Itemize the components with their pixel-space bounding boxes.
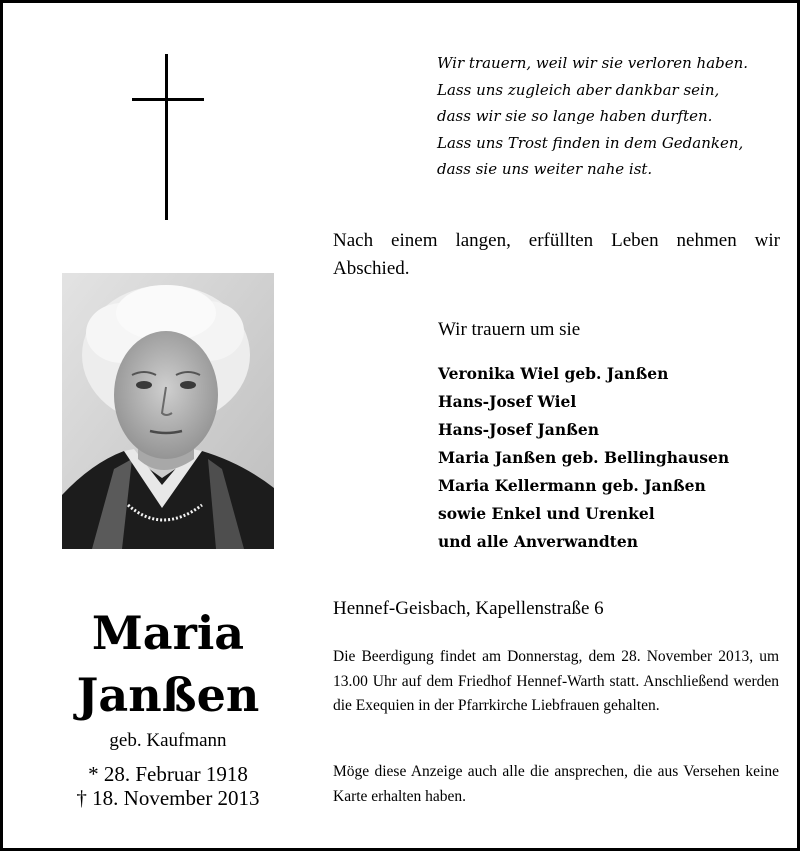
- birth-date: * 28. Februar 1918: [88, 762, 248, 786]
- funeral-notice: Die Beerdigung findet am Donnerstag, dem 28. November 2013, um 13.00 Uhr auf dem Friedhof Hennef-Warth statt. Anschließend werden die Exequien in der Pfarrkirche Liebfrauen gehalten.: [333, 648, 779, 714]
- poem-line: dass sie uns weiter nahe ist.: [437, 160, 653, 178]
- mourners-list: [438, 360, 729, 556]
- poem-line: Wir trauern, weil wir sie verloren haben.: [437, 54, 749, 72]
- mourner-name: Veronika Wiel geb. Janßen: [438, 364, 669, 383]
- deceased-first-name: Maria: [91, 606, 245, 660]
- memorial-poem: [437, 50, 782, 183]
- farewell-intro: Nach einem langen, erfüllten Leben nehmen wir Abschied.: [333, 230, 780, 279]
- poem-line: Lass uns Trost finden in dem Gedanken,: [437, 133, 744, 152]
- cross-horizontal-bar: [132, 98, 204, 101]
- mourner-name: und alle Anverwandten: [438, 532, 638, 551]
- mourner-name: Hans-Josef Wiel: [438, 392, 577, 411]
- poem-line: dass wir sie so lange haben durften.: [437, 107, 713, 125]
- deceased-birth-name: geb. Kaufmann: [109, 730, 227, 751]
- portrait-photo: [62, 273, 274, 549]
- death-date: † 18. November 2013: [76, 786, 260, 810]
- cross-vertical-bar: [165, 54, 168, 220]
- mourner-name: sowie Enkel und Urenkel: [438, 504, 655, 523]
- mourner-name: Maria Janßen geb. Bellinghausen: [438, 448, 730, 467]
- mourner-name: Maria Kellermann geb. Janßen: [438, 476, 706, 495]
- mourning-intro: Wir trauern um sie: [438, 319, 581, 340]
- family-address: Hennef-Geisbach, Kapellenstraße 6: [333, 598, 604, 619]
- closing-note: Möge diese Anzeige auch alle die ansprechen, die aus Versehen keine Karte erhalten haben.: [333, 763, 779, 805]
- deceased-last-name: Janßen: [76, 668, 260, 722]
- mourner-name: Hans-Josef Janßen: [438, 420, 599, 439]
- poem-line: Lass uns zugleich aber dankbar sein,: [437, 80, 720, 99]
